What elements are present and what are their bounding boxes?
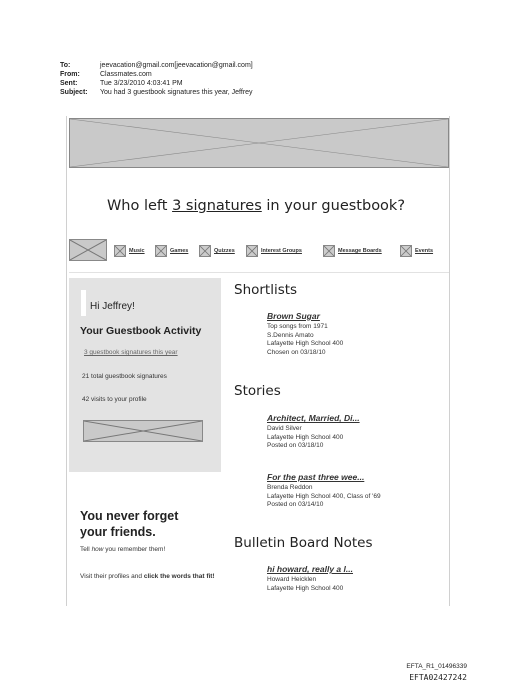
logo-placeholder-icon[interactable] xyxy=(69,239,107,261)
total-signatures: 21 total guestbook signatures xyxy=(82,373,167,380)
promo-sub-post: you remember them! xyxy=(103,546,166,553)
banner-image-placeholder-icon xyxy=(69,118,449,168)
footer-code-2: EFTA02427242 xyxy=(409,673,467,682)
activity-title: Your Guestbook Activity xyxy=(80,325,202,337)
to-label: To: xyxy=(60,62,71,69)
story-item-line: Lafayette High School 400 xyxy=(267,433,344,441)
story-item xyxy=(267,413,360,451)
promo-sub-em: how xyxy=(91,546,104,553)
nav-item-music[interactable] xyxy=(114,244,145,258)
story-item-line: Brenda Reddon xyxy=(267,484,313,491)
shortlist-item-line: Lafayette High School 400 xyxy=(267,340,344,347)
email-header xyxy=(60,61,253,97)
games-icon xyxy=(155,245,167,257)
promo-title xyxy=(80,508,178,540)
story-item-line: Lafayette High School 400, Class of '69 xyxy=(267,492,381,500)
promo-visit-pre: Visit their profiles and xyxy=(80,573,144,580)
headline-suffix: in your guestbook? xyxy=(261,198,406,214)
nav-label-message-boards: Message Boards xyxy=(338,248,382,254)
music-icon xyxy=(114,245,126,257)
sent-value: Tue 3/23/2010 4:03:41 PM xyxy=(100,80,183,87)
promo-title-line2: your friends. xyxy=(80,525,156,539)
nav-item-interest-groups[interactable] xyxy=(246,244,302,258)
nav-item-message-boards[interactable] xyxy=(323,244,382,258)
greeting-accent-bar xyxy=(81,290,86,316)
subject-value: You had 3 guestbook signatures this year, Jeffrey xyxy=(100,89,253,96)
bulletin-item-title-link[interactable]: hi howard, really a l... xyxy=(267,564,353,574)
activity-image-placeholder-icon[interactable] xyxy=(83,420,203,442)
nav-divider xyxy=(69,272,449,273)
events-icon xyxy=(400,245,412,257)
shortlist-item-line: S.Dennis Amato xyxy=(267,331,314,339)
stories-heading: Stories xyxy=(234,383,281,399)
promo-title-line1: You never forget xyxy=(80,509,179,523)
story-item-line: Posted on 03/18/10 xyxy=(267,442,324,449)
bulletin-heading: Bulletin Board Notes xyxy=(234,535,373,551)
nav-item-games[interactable] xyxy=(155,244,188,258)
nav-label-events: Events xyxy=(415,248,434,254)
shortlist-item xyxy=(267,311,343,357)
shortlist-item-line: Chosen on 03/18/10 xyxy=(267,348,326,356)
from-label: From: xyxy=(60,71,80,78)
profile-visits: 42 visits to your profile xyxy=(82,396,147,403)
story-item-title-link[interactable]: For the past three wee... xyxy=(267,472,365,482)
story-item-line: Posted on 03/14/10 xyxy=(267,501,324,508)
nav-label-music: Music xyxy=(129,248,145,254)
nav-bar xyxy=(69,239,449,263)
promo-instructions xyxy=(80,571,220,583)
nav-label-interest-groups: Interest Groups xyxy=(261,248,302,254)
nav-label-quizzes: Quizzes xyxy=(214,248,235,254)
message-boards-icon xyxy=(323,245,335,257)
promo-subtitle xyxy=(80,546,165,553)
bulletin-item-line: Lafayette High School 400 xyxy=(267,584,344,592)
story-item-title-link[interactable]: Architect, Married, Di... xyxy=(267,413,360,423)
quizzes-icon xyxy=(199,245,211,257)
signatures-this-year-link[interactable]: 3 guestbook signatures this year xyxy=(84,349,178,356)
greeting: Hi Jeffrey! xyxy=(90,301,135,312)
nav-label-games: Games xyxy=(170,248,189,254)
subject-label: Subject: xyxy=(60,89,88,96)
shortlists-heading: Shortlists xyxy=(234,282,298,298)
signatures-link[interactable]: 3 signatures xyxy=(172,198,262,214)
story-item-line: David Silver xyxy=(267,425,302,432)
interest-groups-icon xyxy=(246,245,258,257)
nav-item-quizzes[interactable] xyxy=(199,244,235,258)
to-value: jeevacation@gmail.com[jeevacation@gmail.com] xyxy=(100,62,253,69)
nav-item-events[interactable] xyxy=(400,244,433,258)
promo-visit-bold: click the words that fit! xyxy=(143,573,215,580)
sent-label: Sent: xyxy=(60,80,78,87)
headline xyxy=(0,198,512,214)
promo-sub-pre: Tell xyxy=(80,546,92,553)
headline-prefix: Who left xyxy=(106,198,173,214)
bulletin-item-line: Howard Heicklen xyxy=(267,576,317,583)
footer-code-1: EFTA_R1_01496339 xyxy=(406,663,467,670)
shortlist-item-line: Top songs from 1971 xyxy=(267,323,328,330)
from-value: Classmates.com xyxy=(100,71,152,78)
bulletin-item xyxy=(267,564,353,593)
shortlist-item-title-link[interactable]: Brown Sugar xyxy=(267,311,320,321)
story-item xyxy=(267,472,381,510)
